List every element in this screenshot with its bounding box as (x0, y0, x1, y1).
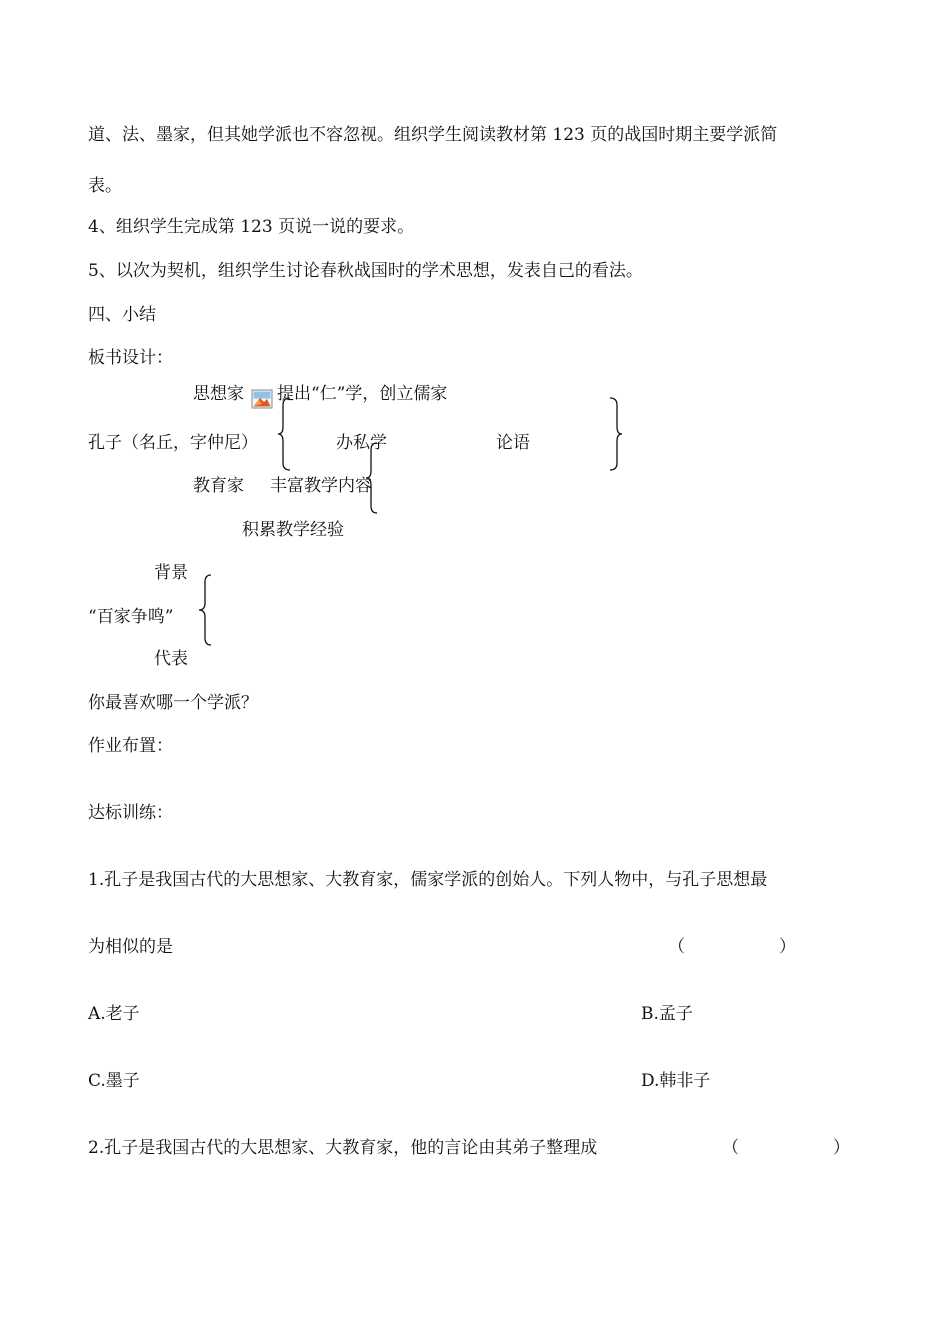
question-1-option-c: C.墨子 (88, 1071, 140, 1091)
board-heading: 板书设计： (88, 348, 173, 368)
question-1-paren-open: （ (668, 937, 685, 957)
board-private-school: 办私学 (336, 433, 387, 453)
broken-image-icon (251, 389, 273, 409)
question-2-paren-open: （ (722, 1138, 739, 1158)
board-accumulate: 积累教学经验 (242, 520, 344, 540)
board-hundred-schools: “百家争鸣” (88, 607, 174, 627)
question-1-option-d: D.韩非子 (641, 1071, 711, 1091)
brace-left-icon (277, 397, 293, 471)
question-1-paren-close: ） (779, 937, 796, 957)
question-1-option-a: A.老子 (88, 1004, 140, 1024)
paragraph-step-4: 4、组织学生完成第 123 页说一说的要求。 (88, 217, 415, 237)
question-1-line-1: 1.孔子是我国古代的大思想家、大教育家，儒家学派的创始人。下列人物中，与孔子思想最 (88, 870, 768, 890)
training-heading: 达标训练： (88, 803, 173, 823)
question-2-line-1: 2.孔子是我国古代的大思想家、大教育家，他的言论由其弟子整理成 (88, 1138, 598, 1158)
brace-educator-icon (365, 442, 379, 514)
question-1-option-b: B.孟子 (641, 1004, 693, 1024)
brace-hundred-schools-icon (198, 574, 214, 646)
homework-heading: 作业布置： (88, 736, 173, 756)
board-confucius: 孔子（名丘，字仲尼） (88, 433, 258, 453)
question-2-paren-close: ） (833, 1138, 850, 1158)
question-1-line-2: 为相似的是 (88, 937, 173, 957)
board-thinker: 思想家 (193, 384, 244, 404)
board-analects: 论语 (496, 433, 530, 453)
paragraph-schools: 道、法、墨家，但其她学派也不容忽视。组织学生阅读教材第 123 页的战国时期主要学派简 (88, 125, 778, 145)
board-thinker-detail: 提出“仁”学，创立儒家 (277, 384, 448, 404)
board-representatives: 代表 (154, 649, 188, 669)
board-enrich: 丰富教学内容 (270, 476, 372, 496)
favorite-school-question: 你最喜欢哪一个学派？ (88, 693, 258, 713)
board-educator: 教育家 (193, 476, 244, 496)
paragraph-schools-cont: 表。 (88, 176, 122, 196)
summary-heading: 四、小结 (88, 305, 156, 325)
board-background: 背景 (154, 563, 188, 583)
paragraph-step-5: 5、以次为契机，组织学生讨论春秋战国时的学术思想，发表自己的看法。 (88, 261, 643, 281)
brace-right-icon (607, 397, 623, 471)
